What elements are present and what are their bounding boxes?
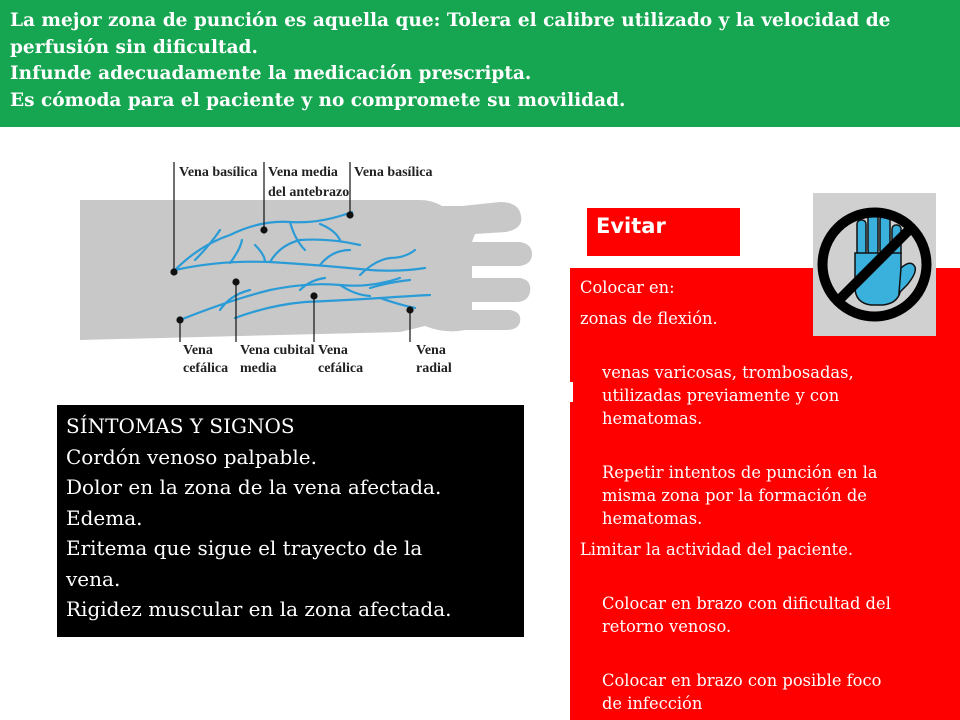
evitar-item: [580, 646, 960, 715]
header-banner: [0, 0, 960, 127]
evitar-item: [580, 438, 960, 530]
evitar-item-text: venas varicosas, trombosadas, utilizadas previamente y con hematomas.: [602, 363, 854, 428]
label-vena-cubital-media-line2: media: [240, 361, 277, 376]
evitar-item: [580, 538, 960, 561]
header-line: La mejor zona de punción es aquella que: Tolera el calibre utilizado y la velocidad de: [10, 10, 891, 31]
evitar-item-text: Colocar en brazo con posible foco de infección: [602, 671, 882, 713]
sintomas-line: Eritema que sigue el trayecto de la: [66, 536, 423, 560]
header-line: Infunde adecuadamente la medicación prescripta.: [10, 63, 532, 84]
arm-veins-diagram: [70, 150, 540, 390]
evitar-item-text: Colocar en:: [580, 278, 675, 297]
evitar-item: [580, 338, 960, 430]
sintomas-line: Dolor en la zona de la vena afectada.: [66, 475, 442, 499]
evitar-item-text: Limitar la actividad del paciente.: [580, 540, 854, 559]
label-vena-media-antebrazo-line2: del antebrazo: [268, 185, 350, 200]
sintomas-line: vena.: [66, 566, 121, 591]
evitar-item-text: Colocar en brazo con dificultad del retorno venoso.: [602, 594, 891, 636]
label-vena-cefalica-left-line1: Vena: [183, 343, 213, 358]
sintomas-line: Rigidez muscular en la zona afectada.: [66, 597, 452, 621]
evitar-item-text: zonas de flexión.: [580, 309, 718, 328]
label-vena-media-antebrazo-line1: Vena media: [268, 165, 338, 180]
label-vena-basilica-right: Vena basílica: [354, 165, 433, 180]
evitar-item: [580, 569, 960, 638]
sintomas-panel: [57, 405, 524, 637]
label-vena-cefalica-right-line1: Vena: [318, 343, 348, 358]
header-line: Es cómoda para el paciente y no compromete su movilidad.: [10, 89, 626, 111]
label-vena-radial-line2: radial: [416, 361, 452, 376]
evitar-title: Evitar: [587, 208, 740, 256]
sintomas-line: Edema.: [66, 505, 143, 530]
stop-sign-box: [813, 193, 936, 336]
label-vena-cefalica-right-line2: cefálica: [318, 361, 364, 376]
label-vena-cefalica-left-line2: cefálica: [183, 361, 229, 376]
label-vena-radial-line1: Vena: [416, 343, 446, 358]
label-vena-cubital-media-line1: Vena cubital: [240, 343, 315, 358]
no-hand-stop-icon: [813, 193, 936, 336]
panel-notch: [570, 382, 573, 402]
sintomas-title: SÍNTOMAS Y SIGNOS: [66, 414, 295, 438]
sintomas-line: Cordón venoso palpable.: [66, 444, 317, 469]
evitar-item-text: Repetir intentos de punción en la misma zona por la formación de hematomas.: [602, 463, 878, 528]
label-vena-basilica-left: Vena basílica: [179, 165, 258, 180]
header-line: perfusión sin dificultad.: [10, 36, 258, 58]
